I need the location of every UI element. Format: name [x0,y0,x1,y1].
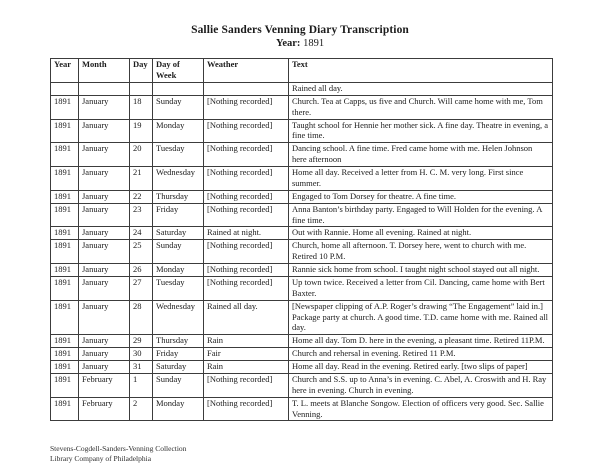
table-cell: [Nothing recorded] [204,95,289,119]
column-header-month: Month [79,59,130,83]
table-cell: Sunday [153,240,204,264]
column-header-day-of-week: Day of Week [153,59,204,83]
table-cell: Thursday [153,190,204,203]
table-row [51,276,553,300]
table-cell: T. L. meets at Blanche Songow. Election of officers very good. Sec. Sallie Venning. [289,397,553,421]
collection-name: Stevens-Cogdell-Sanders-Venning Collection [50,444,187,453]
table-cell: Thursday [153,335,204,348]
table-cell: January [79,190,130,203]
table-cell: January [79,167,130,191]
table-cell: 1 [130,373,153,397]
table-cell: January [79,227,130,240]
table-cell: January [79,361,130,374]
table-cell: Rained all day. [204,300,289,335]
table-cell: Rained all day. [289,82,553,95]
table-cell: Home all day. Read in the evening. Retired early. [two slips of paper] [289,361,553,374]
column-header-day: Day [130,59,153,83]
table-cell: [Nothing recorded] [204,119,289,143]
table-cell: [Nothing recorded] [204,397,289,421]
collection-footer [50,444,186,464]
table-cell: 1891 [51,348,79,361]
table-row [51,373,553,397]
table-cell: 1891 [51,397,79,421]
table-row [51,82,553,95]
table-cell: 1891 [51,167,79,191]
table-cell: 1891 [51,300,79,335]
table-cell: Home all day. Tom D. here in the evening, a pleasant time. Retired 11P.M. [289,335,553,348]
table-cell: February [79,373,130,397]
document-page [0,24,600,464]
table-cell: 22 [130,190,153,203]
table-cell: Sunday [153,95,204,119]
column-header-year: Year [51,59,79,83]
table-row [51,264,553,277]
table-cell: Friday [153,348,204,361]
table-cell [204,82,289,95]
table-cell: Out with Rannie. Home all evening. Rained at night. [289,227,553,240]
table-cell: 19 [130,119,153,143]
table-cell: 1891 [51,373,79,397]
table-cell: Taught school for Hennie her mother sick. A fine day. Theatre in evening, a fine time. [289,119,553,143]
table-cell: Wednesday [153,167,204,191]
table-cell: January [79,300,130,335]
table-row [51,143,553,167]
table-cell: [Nothing recorded] [204,276,289,300]
table-cell: 24 [130,227,153,240]
table-cell: 26 [130,264,153,277]
table-cell: January [79,203,130,227]
table-row [51,227,553,240]
table-cell: Sunday [153,373,204,397]
table-cell: [Nothing recorded] [204,143,289,167]
table-cell: 1891 [51,95,79,119]
table-cell: Wednesday [153,300,204,335]
table-cell: 27 [130,276,153,300]
table-cell [79,82,130,95]
table-cell: [Newspaper clipping of A.P. Roger’s drawing “The Engagement” laid in.] Package party at church. A good time. T.D. came home with me. Rained all day. [289,300,553,335]
table-row [51,167,553,191]
table-cell: Monday [153,119,204,143]
table-cell: [Nothing recorded] [204,167,289,191]
table-cell: [Nothing recorded] [204,264,289,277]
table-cell: Saturday [153,227,204,240]
table-cell: Monday [153,264,204,277]
table-row [51,240,553,264]
institution-name: Library Company of Philadelphia [50,454,152,464]
table-cell [130,82,153,95]
table-cell: [Nothing recorded] [204,240,289,264]
table-row [51,119,553,143]
table-cell: January [79,143,130,167]
table-cell: January [79,240,130,264]
table-cell: 1891 [51,361,79,374]
table-cell: 1891 [51,190,79,203]
table-cell: 28 [130,300,153,335]
table-cell: January [79,335,130,348]
table-row [51,95,553,119]
year-label: Year: [275,38,301,49]
table-row [51,203,553,227]
table-cell: Up town twice. Received a letter from Cil. Dancing, came home with Bert Baxter. [289,276,553,300]
table-cell: Fair [204,348,289,361]
table-cell: [Nothing recorded] [204,190,289,203]
page-subtitle [0,38,600,49]
table-header-row [51,59,553,83]
table-cell: 1891 [51,335,79,348]
table-row [51,335,553,348]
table-cell: January [79,119,130,143]
table-cell: 31 [130,361,153,374]
table-cell: 25 [130,240,153,264]
table-row [51,190,553,203]
table-cell: Friday [153,203,204,227]
table-cell: 1891 [51,240,79,264]
diary-table [50,58,553,421]
table-cell: Monday [153,397,204,421]
table-row [51,361,553,374]
table-cell: 1891 [51,203,79,227]
table-cell: 1891 [51,276,79,300]
table-cell: 2 [130,397,153,421]
table-row [51,348,553,361]
table-cell: Rannie sick home from school. I taught night school stayed out all night. [289,264,553,277]
table-cell: 23 [130,203,153,227]
table-cell: 18 [130,95,153,119]
table-cell [153,82,204,95]
table-cell: January [79,95,130,119]
table-cell: Dancing school. A fine time. Fred came home with me. Helen Johnson here afternoon [289,143,553,167]
table-cell: Tuesday [153,276,204,300]
table-cell: Church and S.S. up to Anna’s in evening. C. Abel, A. Croswith and H. Ray here in evening. Church in evening. [289,373,553,397]
table-cell: Tuesday [153,143,204,167]
table-cell: Church and rehersal in evening. Retired 11 P.M. [289,348,553,361]
table-row [51,300,553,335]
column-header-weather: Weather [204,59,289,83]
table-cell: January [79,276,130,300]
table-cell: 1891 [51,143,79,167]
table-cell: January [79,348,130,361]
table-cell: Engaged to Tom Dorsey for theatre. A fine time. [289,190,553,203]
table-cell [51,82,79,95]
table-row [51,397,553,421]
table-cell: 1891 [51,264,79,277]
table-cell: 21 [130,167,153,191]
table-cell: Church, home all afternoon. T. Dorsey here, went to church with me. Retired 10 P.M. [289,240,553,264]
table-cell: Rained at night. [204,227,289,240]
table-cell: [Nothing recorded] [204,373,289,397]
table-cell: January [79,264,130,277]
table-cell: Home all day. Received a letter from H. C. M. very long. First since summer. [289,167,553,191]
table-cell: February [79,397,130,421]
table-cell: 20 [130,143,153,167]
column-header-text: Text [289,59,553,83]
table-cell: 1891 [51,119,79,143]
page-title: Sallie Sanders Venning Diary Transcription [191,24,409,36]
table-cell: Rain [204,361,289,374]
table-header [51,59,553,83]
table-cell: 29 [130,335,153,348]
table-cell: Church. Tea at Capps, us five and Church. Will came home with me, Tom there. [289,95,553,119]
table-cell: 1891 [51,227,79,240]
year-value: 1891 [303,38,325,49]
table-cell: 30 [130,348,153,361]
table-cell: Saturday [153,361,204,374]
table-cell: [Nothing recorded] [204,203,289,227]
table-cell: Anna Banton’s birthday party. Engaged to Will Holden for the evening. A fine time. [289,203,553,227]
table-body [51,82,553,421]
table-cell: Rain [204,335,289,348]
